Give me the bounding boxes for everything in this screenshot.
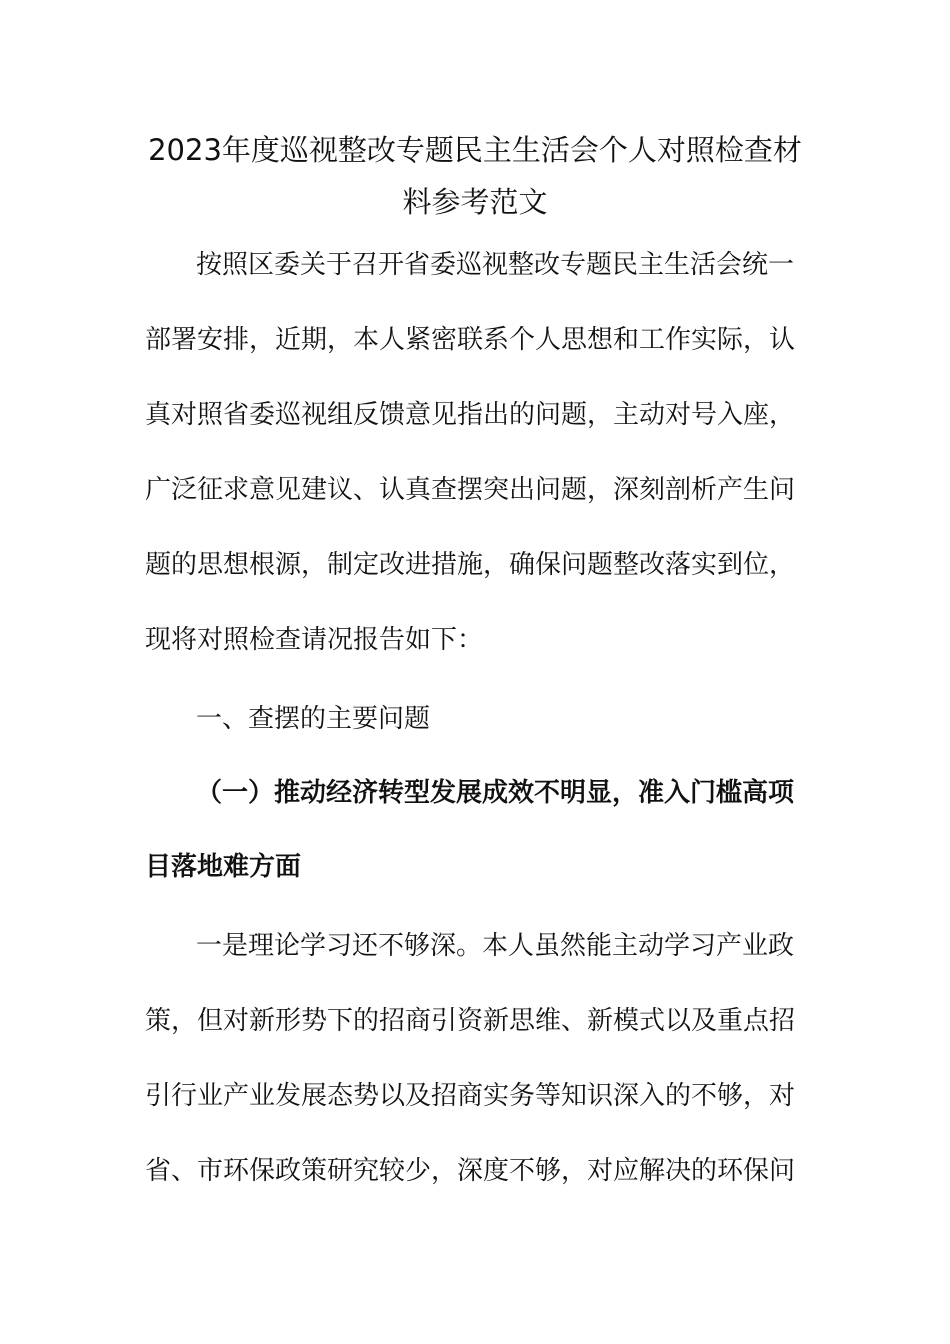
- section-heading: 一、查摆的主要问题: [196, 704, 431, 734]
- body-line: 一是理论学习还不够深。本人虽然能主动学习产业政: [196, 931, 795, 961]
- intro-line: 现将对照检查请况报告如下：: [145, 625, 484, 655]
- intro-line: 真对照省委巡视组反馈意见指出的问题，主动对号入座，: [145, 400, 796, 430]
- body-line: 引行业产业发展态势以及招商实务等知识深入的不够，对: [145, 1081, 796, 1111]
- intro-line: 广泛征求意见建议、认真查摆突出问题，深刻剖析产生问: [145, 475, 796, 505]
- subheading-line-1: （一）推动经济转型发展成效不明显，准入门槛高项: [196, 778, 795, 808]
- document-title-line-2: 料参考范文: [402, 185, 548, 219]
- document-title-line-1: 2023年度巡视整改专题民主生活会个人对照检查材: [148, 133, 802, 167]
- intro-line: 按照区委关于召开省委巡视整改专题民主生活会统一: [196, 250, 795, 280]
- body-line: 策，但对新形势下的招商引资新思维、新模式以及重点招: [145, 1006, 796, 1036]
- intro-line: 部署安排，近期，本人紧密联系个人思想和工作实际，认: [145, 325, 796, 355]
- body-line: 省、市环保政策研究较少，深度不够，对应解决的环保问: [145, 1156, 796, 1186]
- intro-line: 题的思想根源，制定改进措施，确保问题整改落实到位，: [145, 550, 796, 580]
- subheading-line-2: 目落地难方面: [145, 852, 302, 882]
